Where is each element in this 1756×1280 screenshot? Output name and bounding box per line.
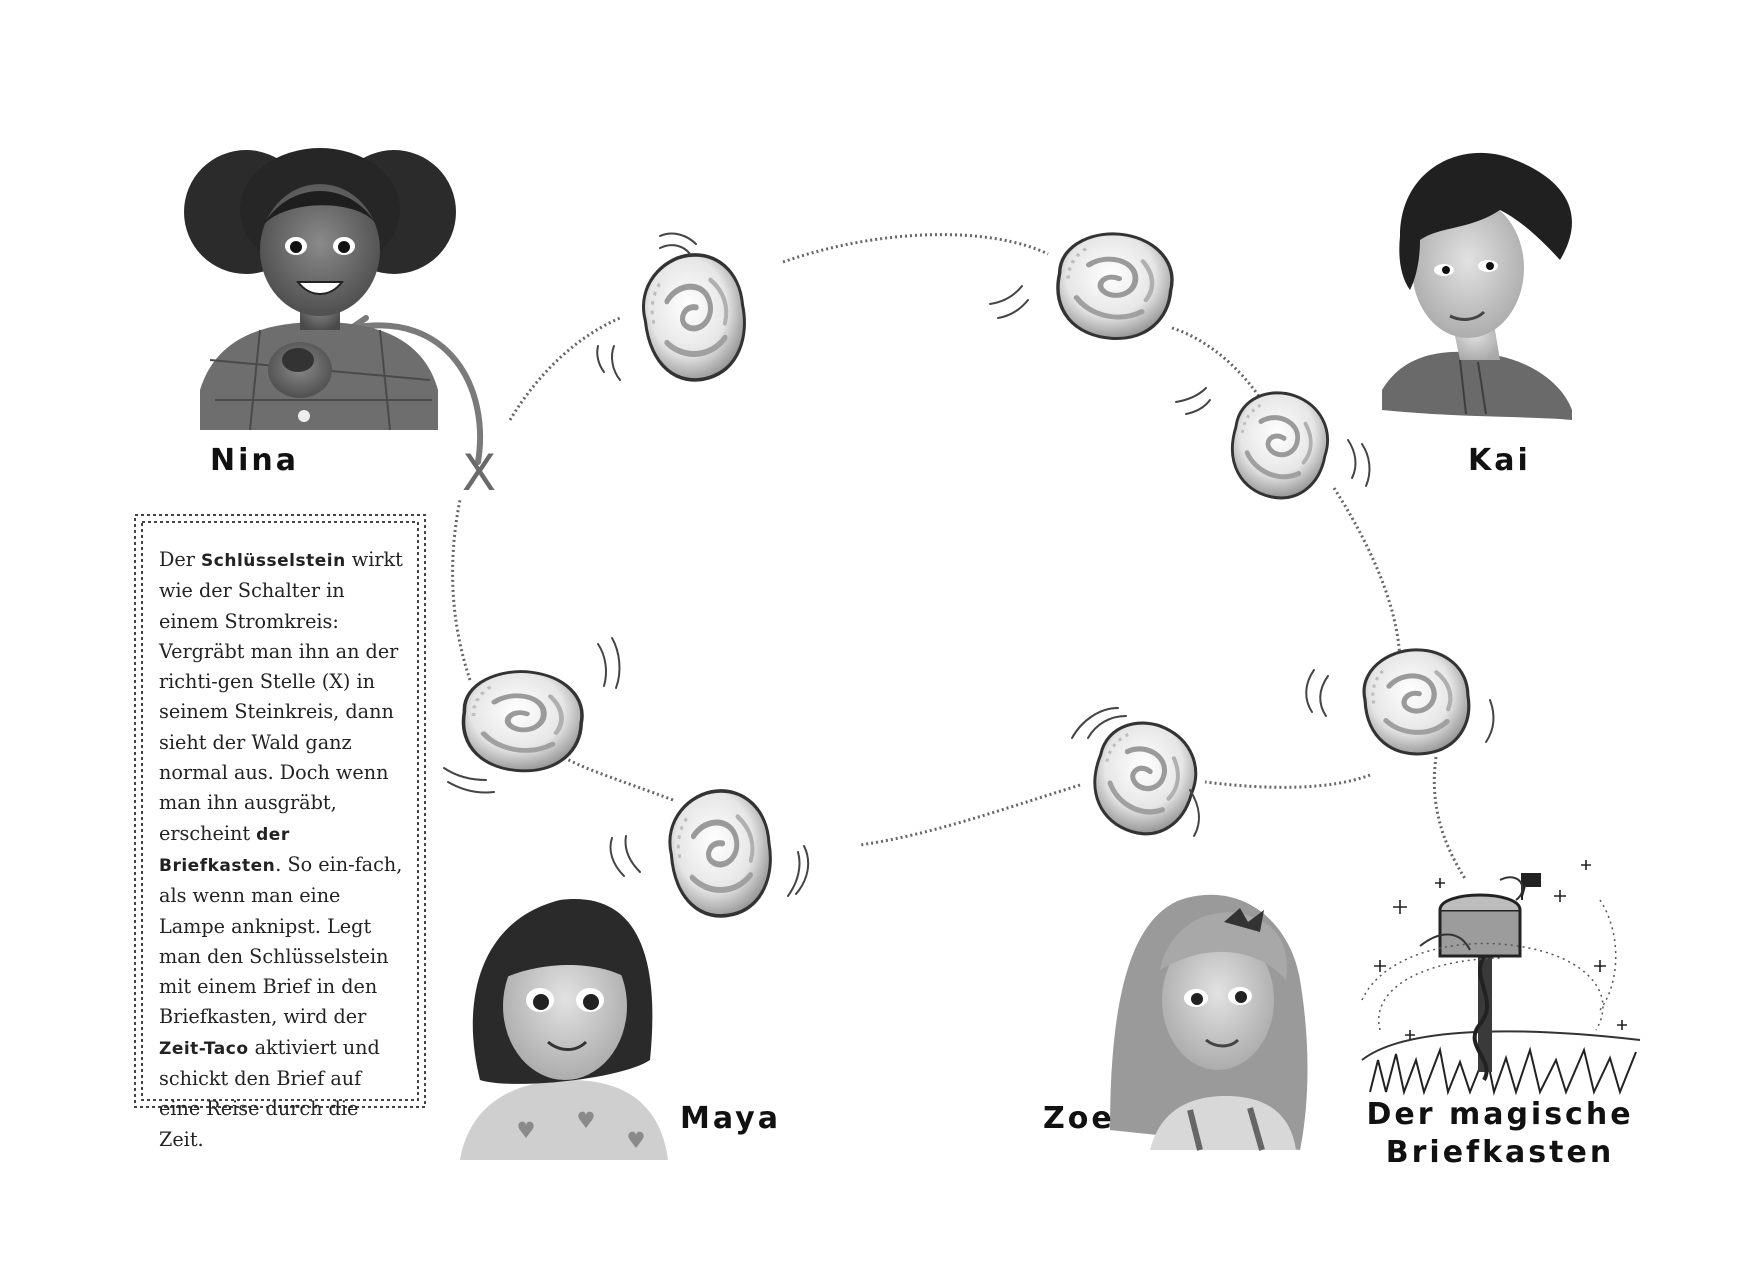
info-text: Der <box>159 548 202 571</box>
keyword-schluesselstein: Schlüsselstein <box>201 551 346 571</box>
info-text: . So ein-fach, als wenn man eine Lampe anknipst. Legt man den Schlüsselstein mit einem Brief in den Briefkasten, wird der <box>159 852 403 1029</box>
nina-portrait <box>184 148 456 430</box>
kai-name: Kai <box>1468 443 1531 478</box>
stone-circle-chain <box>453 235 1400 845</box>
keyword-briefkasten: der Briefkasten <box>159 824 290 876</box>
kai-portrait <box>1382 153 1572 420</box>
motion-lines-icon <box>444 234 1493 896</box>
maya-name: Maya <box>680 1101 781 1136</box>
stone <box>637 246 752 390</box>
stone <box>665 783 777 923</box>
zoe-portrait <box>1110 895 1308 1150</box>
info-text: aktiviert und schickt den Brief auf eine Reise durch die Zeit. <box>159 1035 380 1151</box>
keyword-zeit-taco: Zeit-Taco <box>159 1038 249 1059</box>
mailbox-connector <box>1434 757 1466 880</box>
mailbox-name-line2: Briefkasten <box>1385 1135 1615 1170</box>
stone <box>1221 382 1337 508</box>
nina-name: Nina <box>210 443 299 478</box>
mailbox-name-line1: Der magische <box>1366 1097 1634 1132</box>
info-text: wirkt wie der Schalter in einem Stromkreis: Vergräbt man ihn an der richti-gen Stelle (X) in seinem Steinkreis, dann sieht der Wald ganz normal aus. Doch wenn man ihn ausgräbt, erscheint <box>159 548 403 845</box>
zoe-name: Zoe <box>1043 1101 1115 1136</box>
stone <box>1360 646 1473 758</box>
stone <box>1080 709 1208 847</box>
stone <box>1050 228 1179 345</box>
circle-marker-x: X <box>461 444 497 502</box>
info-text-box <box>135 515 425 1151</box>
maya-portrait <box>460 899 668 1160</box>
stone <box>458 668 587 775</box>
